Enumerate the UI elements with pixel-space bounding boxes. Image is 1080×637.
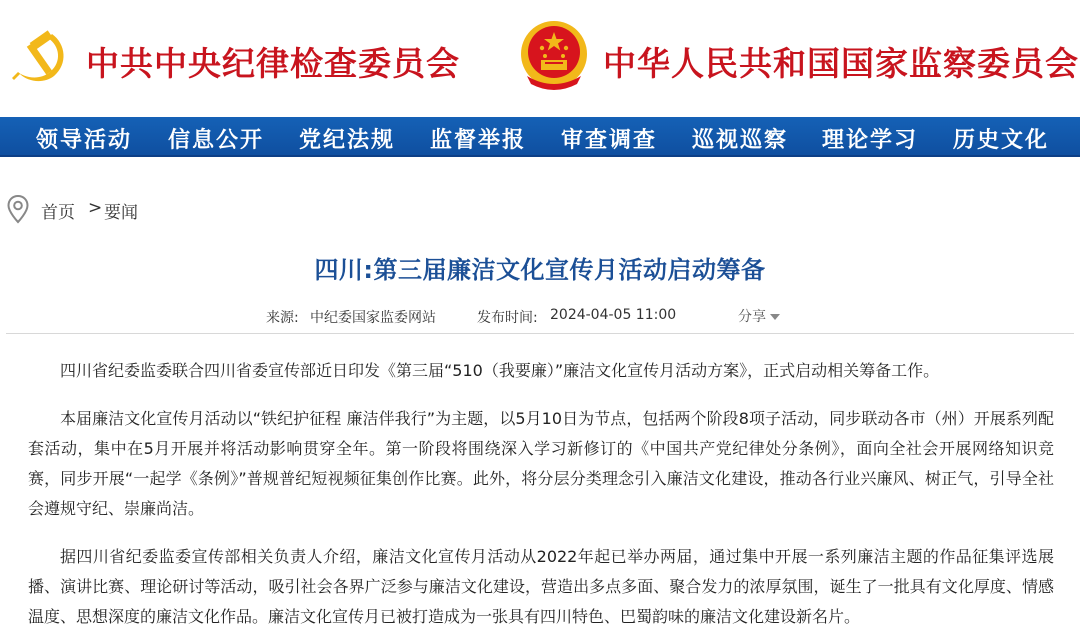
location-pin-icon — [6, 194, 30, 224]
party-emblem-icon — [8, 24, 72, 88]
main-nav — [0, 117, 1080, 157]
breadcrumb-home-link[interactable]: 首页 — [41, 203, 75, 223]
site-header — [0, 0, 1080, 117]
breadcrumb-current-link[interactable]: 要闻 — [104, 203, 138, 223]
publish-time-value: 2024-04-05 11:00 — [550, 307, 677, 323]
nav-item-report[interactable]: 监督举报 — [430, 127, 527, 153]
header-divider — [6, 333, 1074, 334]
source-label: 来源: — [266, 310, 299, 326]
nav-item-inspection[interactable]: 巡视巡察 — [692, 127, 789, 153]
nav-item-leadership[interactable]: 领导活动 — [36, 127, 133, 153]
share-label: 分享 — [738, 309, 766, 325]
nav-item-regulations[interactable]: 党纪法规 — [299, 127, 396, 153]
national-emblem-icon — [517, 18, 591, 94]
nav-item-theory[interactable]: 理论学习 — [822, 127, 919, 153]
breadcrumb-separator: > — [88, 198, 103, 218]
cpc-commission-title: 中共中央纪律检查委员会 — [86, 44, 460, 83]
nav-item-history[interactable]: 历史文化 — [953, 127, 1050, 153]
source-value: 中纪委国家监委网站 — [310, 310, 436, 326]
article-paragraph: 四川省纪委监委联合四川省委宣传部近日印发《第三届“510（我要廉）”廉洁文化宣传月活动方案》，正式启动相关筹备工作。 — [60, 361, 940, 380]
article-title: 四川:第三届廉洁文化宣传月活动启动筹备 — [314, 256, 766, 284]
share-button[interactable] — [738, 306, 780, 326]
caret-down-icon — [770, 314, 780, 320]
national-supervisory-commission-title: 中华人民共和国国家监察委员会 — [603, 44, 1079, 83]
nav-item-investigation[interactable]: 审查调查 — [561, 127, 658, 153]
article-paragraph: 本届廉洁文化宣传月活动以“铁纪护征程 廉洁伴我行”为主题，以5月10日为节点，包括两个阶段8项子活动，同步联动各市（州）开展系列配套活动，集中在5月开展并将活动影响贯穿全年。第一阶段将围绕深入学习新修订的《中国共产党纪律处分条例》，面向全社会开展网络知识竞赛，同步开展“一起学《条例》”普规普纪短视频征集创作比赛。此外，将分层分类理念引入廉洁文化建设，推动各行业兴廉风、树正气，引导全社会遵规守纪、崇廉尚洁。 — [28, 409, 1054, 518]
publish-time-label: 发布时间: — [477, 310, 538, 326]
nav-item-information[interactable]: 信息公开 — [168, 127, 265, 153]
article-paragraph: 据四川省纪委监委宣传部相关负责人介绍，廉洁文化宣传月活动从2022年起已举办两届，通过集中开展一系列廉洁主题的作品征集评选展播、演讲比赛、理论研讨等活动，吸引社会各界广泛参与廉洁文化建设，营造出多点多面、聚合发力的浓厚氛围，诞生了一批具有文化厚度、情感温度、思想深度的廉洁文化作品。廉洁文化宣传月已被打造成为一张具有四川特色、巴蜀韵味的廉洁文化建设新名片。 — [28, 547, 1054, 626]
